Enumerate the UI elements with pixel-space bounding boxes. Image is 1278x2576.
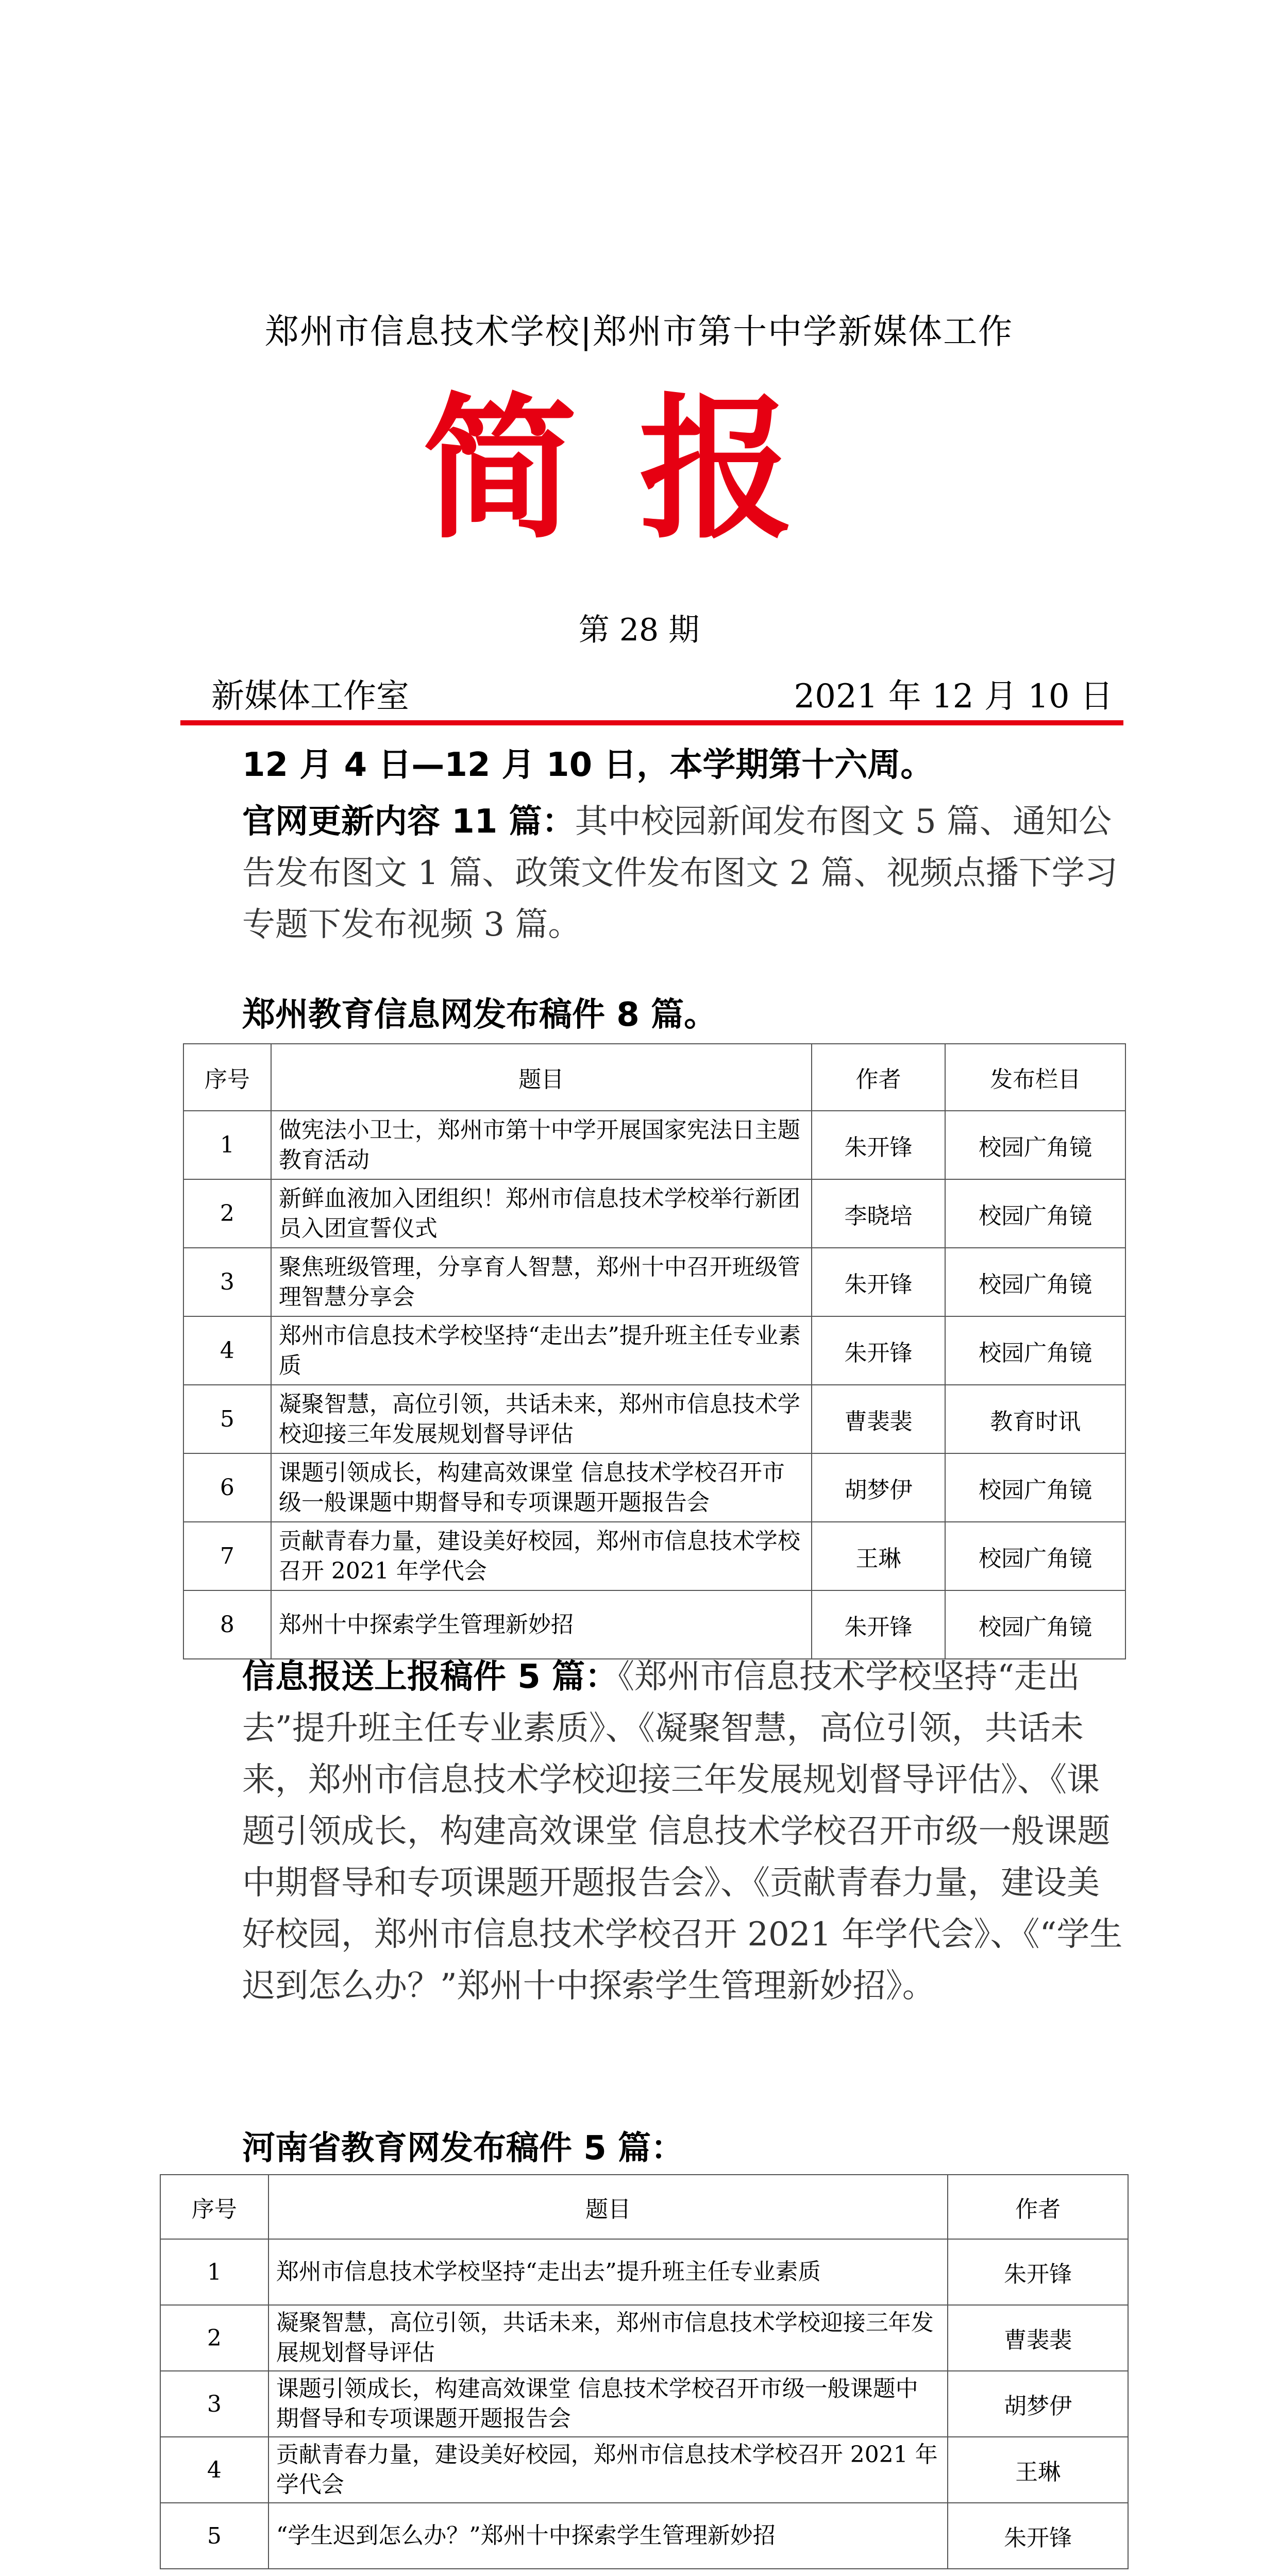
cell-title: 新鲜血液加入团组织！郑州市信息技术学校举行新团员入团宣誓仪式	[271, 1179, 812, 1248]
cell-no: 5	[183, 1385, 271, 1453]
table-row	[183, 1590, 1125, 1659]
cell-no: 1	[183, 1111, 271, 1179]
cell-title: 贡献青春力量，建设美好校园，郑州市信息技术学校召开 2021 年学代会	[271, 1522, 812, 1590]
cell-column: 校园广角镜	[945, 1453, 1125, 1522]
column-header: 题目	[271, 1044, 812, 1111]
cell-title: 贡献青春力量，建设美好校园，郑州市信息技术学校召开 2021 年学代会	[268, 2437, 948, 2503]
column-header: 作者	[812, 1044, 946, 1111]
zhengzhou-table	[183, 1043, 1126, 1659]
cell-no: 5	[160, 2503, 268, 2569]
cell-author: 李晓培	[812, 1179, 946, 1248]
cell-column: 校园广角镜	[945, 1522, 1125, 1590]
cell-title: 凝聚智慧，高位引领，共话未来，郑州市信息技术学校迎接三年发展规划督导评估	[271, 1385, 812, 1453]
cell-no: 6	[183, 1453, 271, 1522]
cell-author: 朱开锋	[948, 2239, 1128, 2305]
cell-no: 4	[160, 2437, 268, 2503]
masthead: 郑州市信息技术学校|郑州市第十中学新媒体工作	[264, 312, 1014, 351]
red-divider	[180, 720, 1123, 725]
cell-author: 朱开锋	[812, 1248, 946, 1316]
cell-title: “学生迟到怎么办？”郑州十中探索学生管理新妙招	[268, 2503, 948, 2569]
report-paragraph	[242, 1651, 1129, 2012]
column-header: 序号	[183, 1044, 271, 1111]
cell-column: 校园广角镜	[945, 1179, 1125, 1248]
table-header-row	[183, 1044, 1125, 1111]
table-row	[183, 1316, 1125, 1385]
cell-no: 2	[183, 1179, 271, 1248]
website-lead: 官网更新内容 11 篇：	[242, 803, 575, 841]
cell-no: 8	[183, 1590, 271, 1659]
cell-column: 校园广角镜	[945, 1111, 1125, 1179]
table-row	[160, 2239, 1128, 2305]
cell-author: 朱开锋	[812, 1590, 946, 1659]
cell-title: 郑州市信息技术学校坚持“走出去”提升班主任专业素质	[271, 1316, 812, 1385]
table-row	[160, 2305, 1128, 2371]
table-row	[183, 1111, 1125, 1179]
cell-no: 2	[160, 2305, 268, 2371]
cell-title: 郑州市信息技术学校坚持“走出去”提升班主任专业素质	[268, 2239, 948, 2305]
table-row	[183, 1248, 1125, 1316]
week-line: 12 月 4 日—12 月 10 日，本学期第十六周。	[242, 746, 934, 784]
publish-date: 2021 年 12 月 10 日	[794, 677, 1113, 716]
cell-title: 郑州十中探索学生管理新妙招	[271, 1590, 812, 1659]
table-row	[160, 2371, 1128, 2437]
cell-title: 课题引领成长，构建高效课堂 信息技术学校召开市级一般课题中期督导和专项课题开题报告会	[268, 2371, 948, 2437]
cell-author: 朱开锋	[812, 1111, 946, 1179]
cell-title: 课题引领成长，构建高效课堂 信息技术学校召开市级一般课题中期督导和专项课题开题报告会	[271, 1453, 812, 1522]
report-lead: 信息报送上报稿件 5 篇：	[242, 1658, 618, 1696]
cell-author: 王琳	[948, 2437, 1128, 2503]
column-header: 题目	[268, 2175, 948, 2239]
table-header-row	[160, 2175, 1128, 2239]
table-row	[160, 2503, 1128, 2569]
zhengzhou-heading: 郑州教育信息网发布稿件 8 篇。	[242, 996, 717, 1034]
henan-table	[160, 2174, 1129, 2569]
cell-author: 朱开锋	[948, 2503, 1128, 2569]
table-row	[183, 1385, 1125, 1453]
cell-title: 凝聚智慧，高位引领，共话未来，郑州市信息技术学校迎接三年发展规划督导评估	[268, 2305, 948, 2371]
cell-no: 1	[160, 2239, 268, 2305]
cell-author: 胡梦伊	[948, 2371, 1128, 2437]
column-header: 作者	[948, 2175, 1128, 2239]
cell-column: 校园广角镜	[945, 1248, 1125, 1316]
cell-no: 7	[183, 1522, 271, 1590]
cell-no: 4	[183, 1316, 271, 1385]
cell-no: 3	[160, 2371, 268, 2437]
column-header: 发布栏目	[945, 1044, 1125, 1111]
issue-number: 第 28 期	[578, 612, 700, 648]
table-row	[160, 2437, 1128, 2503]
cell-author: 王琳	[812, 1522, 946, 1590]
department: 新媒体工作室	[211, 677, 409, 716]
column-header: 序号	[160, 2175, 268, 2239]
cell-author: 胡梦伊	[812, 1453, 946, 1522]
report-body: 《郑州市信息技术学校坚持“走出去”提升班主任专业素质》、《凝聚智慧，高位引领，共话未来，郑州市信息技术学校迎接三年发展规划督导评估》、《课题引领成长，构建高效课堂 信息技术学校召开市级一般课题中期督导和专项课题开题报告会》、《贡献青春力量，建设美好校园，郑州市信息技术学校召开 2021 年学代会》、《“学生迟到怎么办？”郑州十中探索学生管理新妙招》。	[242, 1658, 1123, 2005]
website-paragraph	[242, 796, 1129, 951]
bulletin-title: 简报	[423, 378, 855, 560]
table-row	[183, 1522, 1125, 1590]
cell-author: 朱开锋	[812, 1316, 946, 1385]
cell-title: 聚焦班级管理，分享育人智慧，郑州十中召开班级管理智慧分享会	[271, 1248, 812, 1316]
cell-author: 曹裴裴	[948, 2305, 1128, 2371]
cell-column: 校园广角镜	[945, 1590, 1125, 1659]
henan-heading: 河南省教育网发布稿件 5 篇：	[242, 2129, 684, 2167]
cell-title: 做宪法小卫士，郑州市第十中学开展国家宪法日主题教育活动	[271, 1111, 812, 1179]
cell-column: 校园广角镜	[945, 1316, 1125, 1385]
cell-no: 3	[183, 1248, 271, 1316]
cell-column: 教育时讯	[945, 1385, 1125, 1453]
cell-author: 曹裴裴	[812, 1385, 946, 1453]
table-row	[183, 1453, 1125, 1522]
table-row	[183, 1179, 1125, 1248]
website-body: 其中校园新闻发布图文 5 篇、通知公告发布图文 1 篇、政策文件发布图文 2 篇、视频点播下学习专题下发布视频 3 篇。	[242, 803, 1118, 944]
